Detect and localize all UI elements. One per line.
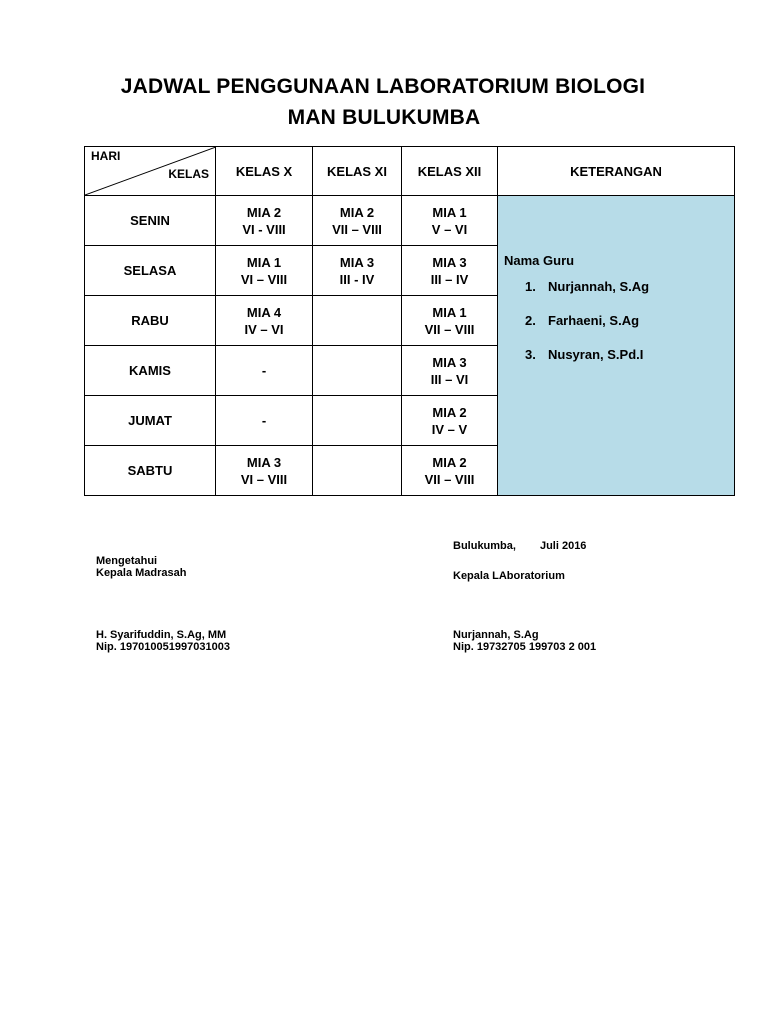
kelas-xi-cell — [313, 446, 402, 496]
kelas-xii-cell: MIA 2 IV – V — [402, 396, 498, 446]
signature-right-header — [453, 570, 565, 582]
kepala-madrasah-label: Kepala Madrasah — [96, 567, 187, 579]
day-cell: JUMAT — [85, 396, 216, 446]
document-subtitle: MAN BULUKUMBA — [287, 106, 481, 129]
corner-label-kelas: KELAS — [168, 167, 209, 181]
corner-label-hari: HARI — [91, 149, 121, 163]
date-label: Juli 2016 — [539, 540, 587, 552]
left-signer-name: H. Syarifuddin, S.Ag, MM — [96, 629, 227, 641]
mengetahui-label: Mengetahui — [96, 555, 158, 567]
header-keterangan: KETERANGAN — [498, 147, 735, 196]
kelas-xii-cell: MIA 1 V – VI — [402, 196, 498, 246]
right-signer-name: Nurjannah, S.Ag — [453, 629, 539, 641]
keterangan-cell: Nama Guru 1. Nurjannah, S.Ag 2. Farhaeni, S.Ag 3. Nusyran, S.Pd.I — [498, 196, 735, 496]
kelas-xi-cell — [313, 396, 402, 446]
kelas-xi-cell: MIA 3 III - IV — [313, 246, 402, 296]
teacher-list-heading: Nama Guru — [504, 253, 575, 268]
place-date — [453, 540, 586, 552]
day-cell: KAMIS — [85, 346, 216, 396]
kelas-xii-cell: MIA 3 III – VI — [402, 346, 498, 396]
day-cell: SELASA — [85, 246, 216, 296]
corner-cell — [85, 147, 216, 196]
day-cell: SENIN — [85, 196, 216, 246]
place-label: Bulukumba, — [453, 540, 516, 552]
kepala-lab-label: Kepala LAboratorium — [453, 570, 565, 582]
schedule-table — [84, 146, 735, 496]
kelas-xi-cell: MIA 2 VII – VIII — [313, 196, 402, 246]
kelas-x-cell: MIA 4 IV – VI — [216, 296, 313, 346]
day-cell: SABTU — [85, 446, 216, 496]
kelas-xii-cell: MIA 2 VII – VIII — [402, 446, 498, 496]
left-signer-nip: Nip. 197010051997031003 — [96, 641, 230, 653]
signature-left-name — [96, 629, 230, 653]
table-row — [85, 196, 735, 246]
kelas-xi-cell — [313, 296, 402, 346]
kelas-x-cell: MIA 1 VI – VIII — [216, 246, 313, 296]
header-kelas-xii: KELAS XII — [402, 147, 498, 196]
right-signer-nip: Nip. 19732705 199703 2 001 — [453, 641, 597, 653]
kelas-xi-cell — [313, 346, 402, 396]
header-row — [85, 147, 735, 196]
kelas-x-cell: MIA 2 VI - VIII — [216, 196, 313, 246]
day-cell: RABU — [85, 296, 216, 346]
kelas-x-cell: MIA 3 VI – VIII — [216, 446, 313, 496]
document-title: JADWAL PENGGUNAAN LABORATORIUM BIOLOGI — [120, 75, 646, 98]
header-kelas-xi: KELAS XI — [313, 147, 402, 196]
signature-left-header — [96, 555, 186, 579]
kelas-x-cell: - — [216, 346, 313, 396]
kelas-x-cell: - — [216, 396, 313, 446]
signature-right-name — [453, 629, 596, 653]
header-kelas-x: KELAS X — [216, 147, 313, 196]
kelas-xii-cell: MIA 3 III – IV — [402, 246, 498, 296]
kelas-xii-cell: MIA 1 VII – VIII — [402, 296, 498, 346]
